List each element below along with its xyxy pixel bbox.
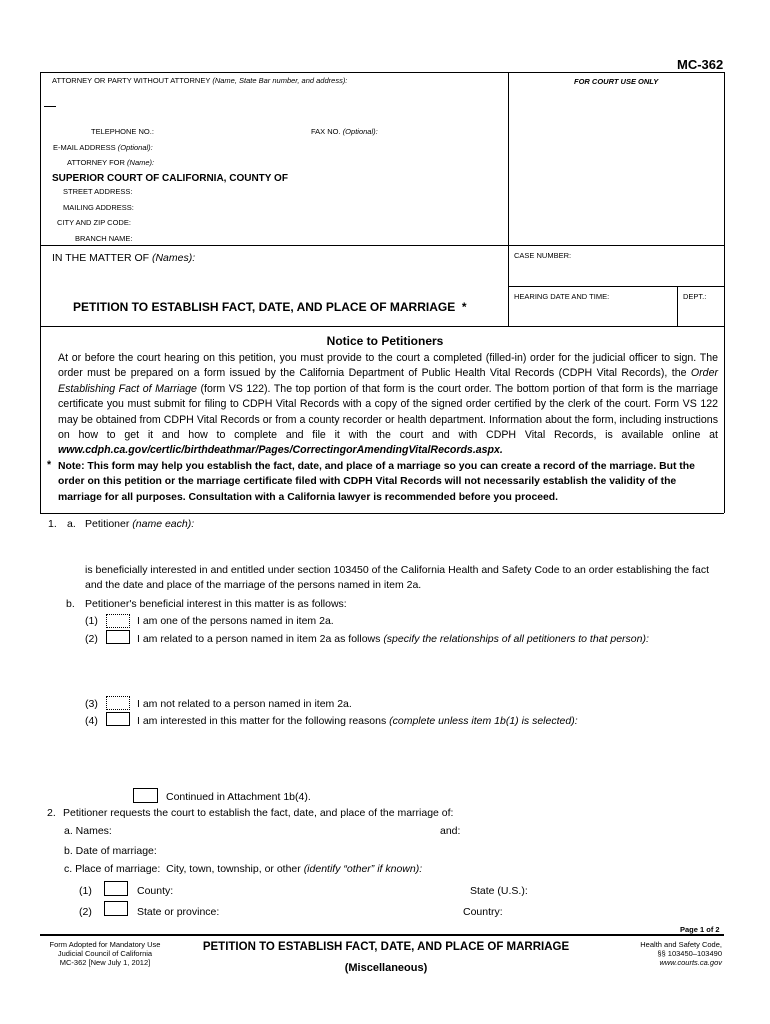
attorney-label: ATTORNEY OR PARTY WITHOUT ATTORNEY (Name, State Bar number, and address): [52,76,348,85]
footer-title: PETITION TO ESTABLISH FACT, DATE, AND PLACE OF MARRIAGE [202,941,570,953]
footer-form-id: MC-362 [New July 1, 2012] [59,958,151,967]
place1-checkbox[interactable] [104,881,128,896]
continued-checkbox[interactable] [133,788,158,803]
caption-divider-1 [40,245,724,246]
footer-right [600,940,722,967]
right-border [724,72,725,513]
dept-divider [677,286,678,326]
form-number: MC-362 [677,57,724,72]
footer-council: Judicial Council of California [57,949,153,958]
fax-label: FAX NO. (Optional): [311,127,378,136]
option2-checkbox[interactable] [106,630,130,644]
attorney-dash [44,106,56,107]
option3-checkbox[interactable] [106,696,130,710]
item1b-letter: b. [66,598,75,610]
option1-text: I am one of the persons named in item 2a. [137,615,334,627]
footer-subtitle: (Miscellaneous) [344,962,428,974]
place1-number: (1) [79,885,92,897]
option1-number: (1) [85,615,98,627]
page-number: Page 1 of 2 [680,925,720,934]
footer-code: Health and Safety Code, [640,940,722,949]
left-border [40,72,41,513]
footer-sections: §§ 103450–103490 [657,949,722,958]
continued-text: Continued in Attachment 1b(4). [166,791,311,803]
item2b-label: b. Date of marriage: [64,845,157,857]
footer-rule [40,934,724,936]
notice-bottom-border [40,513,724,514]
county-label: County: [137,885,174,897]
caption-divider-2 [508,286,724,287]
telephone-label: TELEPHONE NO.: [91,127,154,136]
item1a-text: is beneficially interested in and entitled under section 103450 of the California Health and Safety Code to an order establishing the fact and the date and place of the marriage of the persons named in item 2a. [85,564,709,591]
item2-text: Petitioner requests the court to establish the fact, date, and place of the marriage of: [63,807,454,819]
option3-text: I am not related to a person named in item 2a. [137,698,352,710]
option2-number: (2) [85,633,98,645]
item2a-label: a. Names: [64,825,112,837]
case-number-label: CASE NUMBER: [514,251,572,260]
item2a-and: and: [440,825,461,837]
note-text: Note: This form may help you establish the fact, date, and place of a marriage so you can create a record of the marriage. But the order on this petition or the marriage certificate filed with CDPH Vital Records will not necessarily establish the validity of the marriage for all purposes. Consultation with a California lawyer is recommended before you proceed. [58,461,695,503]
matter-label: IN THE MATTER OF (Names): [52,252,196,264]
state-province-label: State or province: [137,906,220,918]
dept-label: DEPT.: [683,292,707,301]
branch-label: BRANCH NAME: [75,234,133,243]
notice-heading: Notice to Petitioners [326,334,444,348]
item1a-letter: a. [67,518,76,530]
footer-adopted: Form Adopted for Mandatory Use [49,940,161,949]
notice-body: At or before the court hearing on this petition, you must provide to the court a completed (filled-in) order for the judicial officer to sign. The order must be prepared on a form issued by the California Department of Public Health Vital Records (CDPH Vital Records), the Order Establishing Fact of Marriage (form VS 122). The top portion of that form is the court order. The bottom portion of that form is the marriage certificate you must submit for filing to CDPH Vital Records with a copy of the signed order certified by the clerk of the court. Form VS 122 may be obtained from CDPH Vital Records or from a county recorder or health department. Information about the form, including instructions on how to get it and how to complete and file it with the court and with CDPH Vital Records, is available online at www.cdph.ca.gov/certlic/birthdeathmar/Pages/CorrectingorAmendingVitalRecords.aspx. [58,352,719,457]
hearing-label: HEARING DATE AND TIME: [514,292,610,301]
option1-checkbox[interactable] [106,614,130,628]
court-title: SUPERIOR COURT OF CALIFORNIA, COUNTY OF [52,173,288,184]
footer-left [40,940,170,967]
country-label: Country: [463,906,503,918]
place2-number: (2) [79,906,92,918]
footer-website[interactable]: www.courts.ca.gov [659,958,722,967]
caption-bottom-border [40,326,724,327]
option4-checkbox[interactable] [106,712,130,726]
mailing-label: MAILING ADDRESS: [63,203,134,212]
petition-title: PETITION TO ESTABLISH FACT, DATE, AND PLACE OF MARRIAGE * [73,300,467,314]
place2-checkbox[interactable] [104,901,128,916]
item2-number: 2. [47,807,56,819]
court-use-divider [508,72,509,326]
option4-number: (4) [85,715,98,727]
email-label: E-MAIL ADDRESS (Optional): [53,143,153,152]
option4-text: I am interested in this matter for the following reasons (complete unless item 1b(1) is selected): [137,715,578,727]
option2-text: I am related to a person named in item 2a as follows (specify the relationships of all petitioners to that person): [137,633,649,645]
street-label: STREET ADDRESS: [63,187,133,196]
note-asterisk: * [47,459,52,471]
item2c-label: c. Place of marriage: City, town, township, or other (identify “other” if known): [64,863,423,875]
caption-top-border [40,72,724,73]
attorney-for-label: ATTORNEY FOR (Name): [67,158,155,167]
cdph-link[interactable]: www.cdph.ca.gov/certlic/birthdeathmar/Pages/CorrectingorAmendingVitalRecords.aspx. [58,444,503,457]
state-us-label: State (U.S.): [470,885,528,897]
court-use-label: FOR COURT USE ONLY [574,77,659,86]
city-label: CITY AND ZIP CODE: [57,218,131,227]
item1-number: 1. [48,518,57,530]
item1a-label: Petitioner (name each): [85,518,195,530]
item1b-text: Petitioner's beneficial interest in this matter is as follows: [85,598,347,610]
option3-number: (3) [85,698,98,710]
